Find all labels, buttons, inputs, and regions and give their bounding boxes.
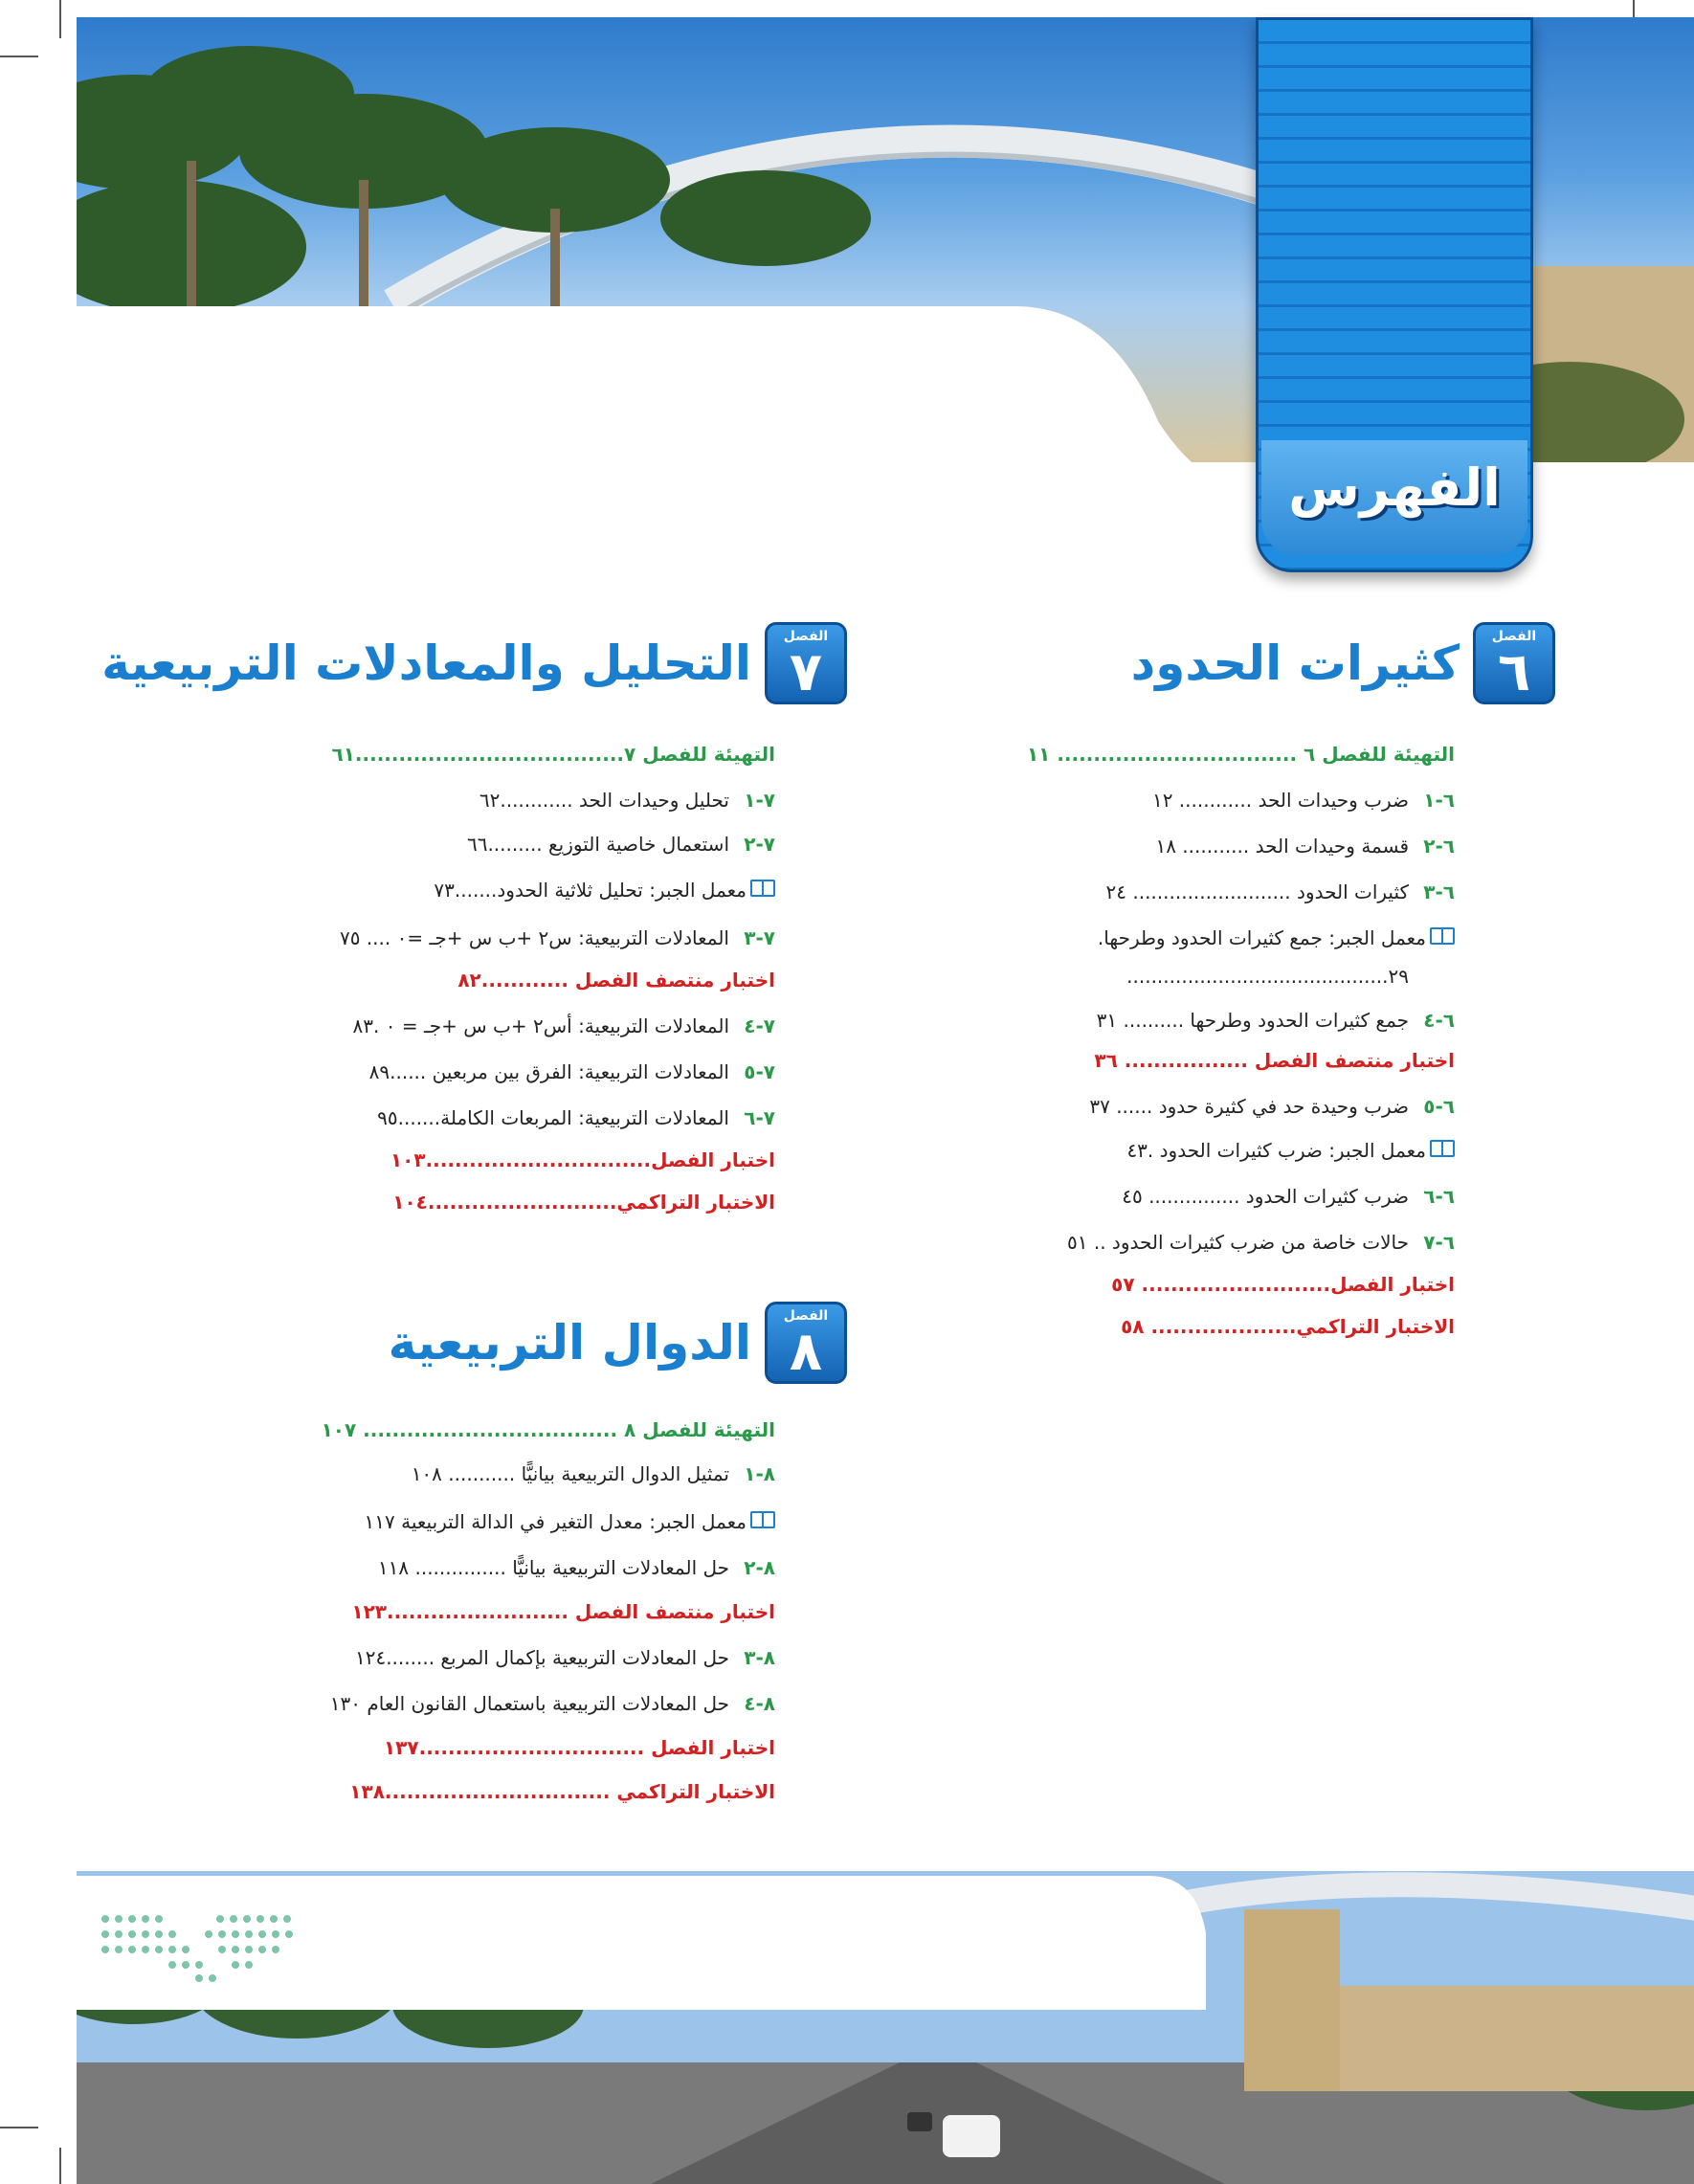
chapter-badge-number: ٨ [789,1321,823,1383]
chapter-title: التحليل والمعادلات التربيعية [101,635,751,691]
toc-item[interactable]: اختبار منتصف الفصل ............٨٢ [457,969,775,992]
book-icon [750,880,775,897]
book-icon [750,1511,775,1528]
toc-item[interactable]: الاختبار التراكمي.................... ٥٨ [1121,1315,1455,1338]
toc-item[interactable]: ٦-٧ حالات خاصة من ضرب كثيرات الحدود .. ٥١ [1067,1231,1455,1254]
crop-mark [0,2127,38,2128]
toc-item[interactable]: التهيئة للفصل ٦ ................................. ١١ [1026,743,1455,766]
chapter-badge-label: الفصل [783,1308,829,1324]
toc-item[interactable]: ٧-١ تحليل وحيدات الحد ............٦٢ [479,789,775,812]
book-icon [1430,1140,1455,1157]
toc-item[interactable]: ٧-٢ استعمال خاصية التوزيع .........٦٦ [466,833,775,856]
toc-item[interactable]: ٧-٣ المعادلات التربيعية: س٢ +ب س +جـ =٠ .... ٧٥ [339,926,775,949]
crop-mark [59,2148,61,2184]
page-title: الفهرس [1288,457,1501,518]
toc-item[interactable]: ٦-١ ضرب وحيدات الحد ............ ١٢ [1151,789,1455,812]
toc-item[interactable]: ٦-٥ ضرب وحيدة حد في كثيرة حدود ...... ٣٧ [1089,1095,1455,1118]
chapter-6-heading [1131,622,1555,704]
toc-item[interactable]: ٧-٦ المعادلات التربيعية: المربعات الكاملة.......٩٥ [377,1106,775,1129]
toc-item[interactable]: ٨-٢ حل المعادلات التربيعية بيانيًّا ............... ١١٨ [377,1556,775,1579]
toc-item[interactable]: معمل الجبر: تحليل ثلاثية الحدود.......٧٣ [434,879,775,902]
toc-item[interactable]: اختبار منتصف الفصل ................. ٣٦ [1094,1049,1455,1072]
toc-item[interactable]: ٧-٤ المعادلات التربيعية: أس٢ +ب س +جـ = ٠ .٨٣ [352,1014,775,1037]
toc-item[interactable]: ٦-٢ قسمة وحيدات الحد ........... ١٨ [1155,835,1455,858]
toc-item[interactable]: التهيئة للفصل ٧.....................................٦١ [331,743,775,766]
toc-item[interactable]: اختبار الفصل...............................١٠٣ [390,1148,775,1171]
toc-item[interactable]: التهيئة للفصل ٨ ................................... ١٠٧ [321,1418,775,1441]
toc-item[interactable]: ٨-١ تمثيل الدوال التربيعية بيانيًّا ........... ١٠٨ [411,1462,775,1485]
toc-item[interactable]: اختبار منتصف الفصل .........................١٢٣ [351,1600,775,1623]
chapter-badge-number: ٦ [1497,641,1531,703]
chapter-badge-number: ٧ [789,641,823,703]
toc-item[interactable]: ٧-٥ المعادلات التربيعية: الفرق بين مربعين ......٨٩ [368,1060,775,1083]
toc-item[interactable]: ٦-٤ جمع كثيرات الحدود وطرحها .......... ٣١ [1096,1009,1455,1032]
toc-item[interactable]: معمل الجبر: ضرب كثيرات الحدود .٤٣ [1126,1139,1455,1162]
crop-mark [59,0,61,38]
toc-item[interactable]: الاختبار التراكمي..........................١٠٤ [392,1191,775,1214]
toc-item[interactable]: ٢٩........................................... [1126,965,1409,988]
crop-mark [0,56,38,57]
chapter-badge [765,1302,847,1384]
chapter-title: كثيرات الحدود [1130,635,1460,691]
toc-item[interactable]: ٨-٤ حل المعادلات التربيعية باستعمال القانون العام ١٣٠ [329,1692,775,1715]
chapter-title: الدوال التربيعية [388,1315,751,1371]
toc-item[interactable]: ٨-٣ حل المعادلات التربيعية بإكمال المربع ........١٢٤ [354,1646,775,1669]
chapter-badge-label: الفصل [783,629,829,644]
chapter-8-toc [163,1413,775,1834]
book-icon [1430,927,1455,945]
toc-item[interactable]: الاختبار التراكمي ...............................١٣٨ [349,1780,775,1803]
toc-item[interactable]: معمل الجبر: معدل التغير في الدالة التربيعية ١١٧ [365,1510,775,1533]
toc-item[interactable]: اختبار الفصل.......................... ٥٧ [1111,1273,1455,1296]
chapter-badge [1473,622,1555,704]
chapter-7-toc [163,737,775,1273]
ministry-logo [96,1909,306,1986]
toc-item[interactable]: معمل الجبر: جمع كثيرات الحدود وطرحها. [1098,926,1455,949]
toc-item[interactable]: اختبار الفصل ...............................١٣٧ [383,1736,775,1759]
chapter-7-heading [101,622,847,704]
chapter-badge [765,622,847,704]
toc-item[interactable]: ٦-٦ ضرب كثيرات الحدود ............... ٤٥ [1122,1185,1455,1208]
toc-item[interactable]: ٦-٣ كثيرات الحدود .......................... ٢٤ [1105,880,1455,903]
chapter-badge-label: الفصل [1491,629,1537,644]
chapter-8-heading [389,1302,847,1384]
